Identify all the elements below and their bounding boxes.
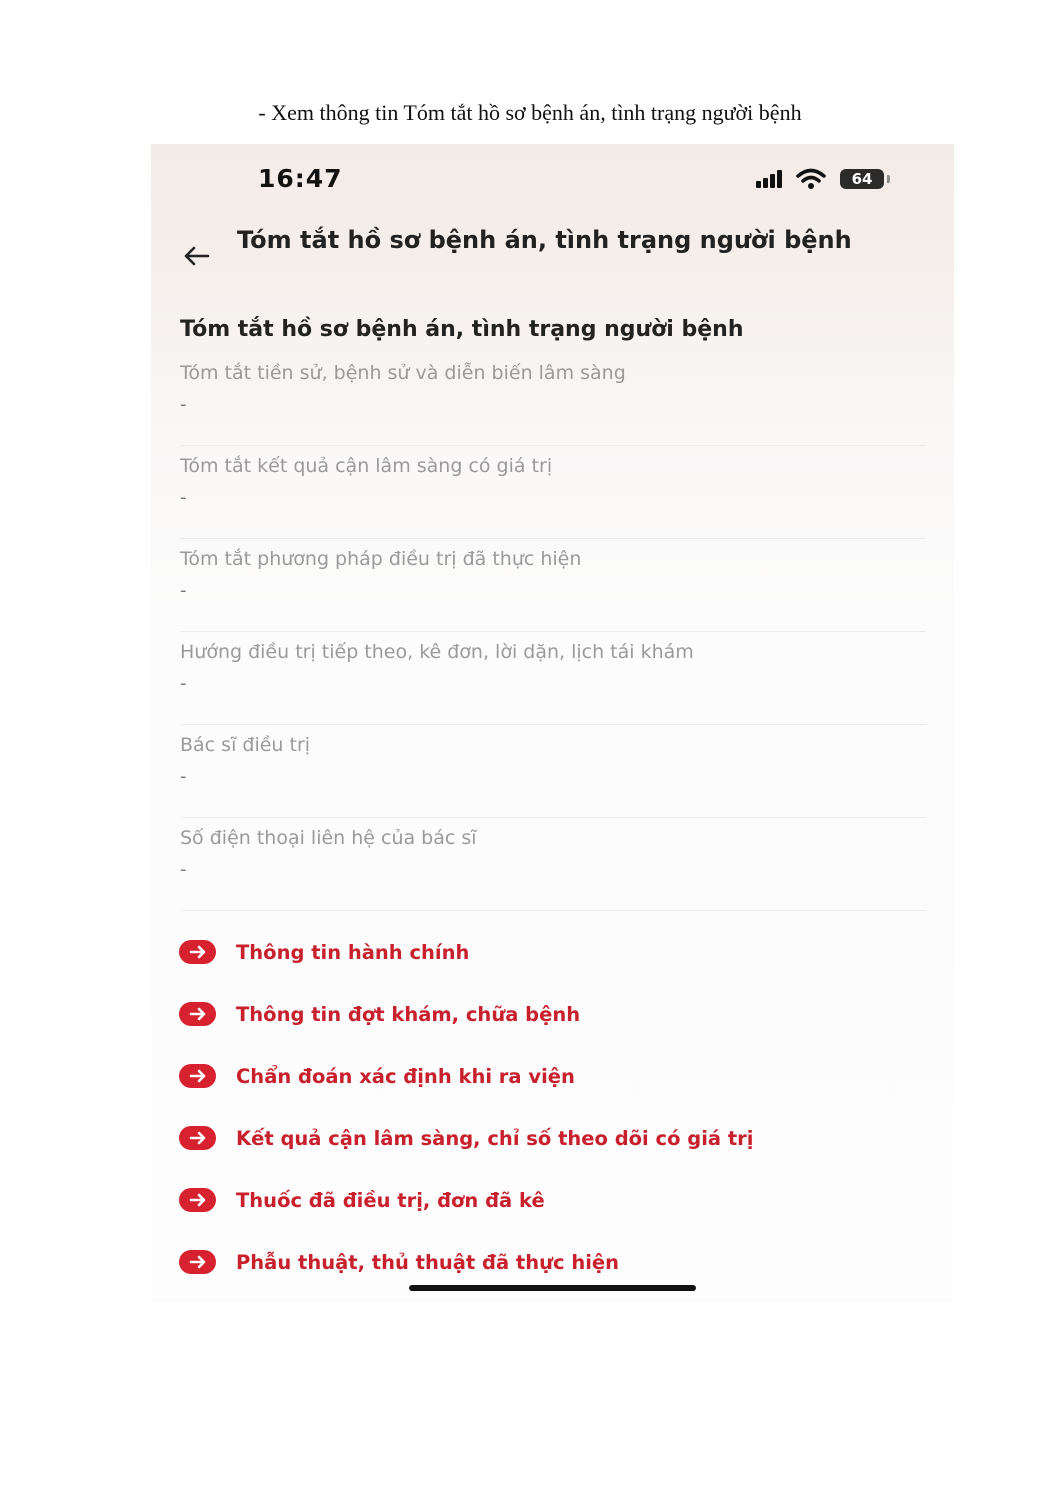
field-lab-results <box>180 447 926 539</box>
field-doctor <box>180 726 926 818</box>
app-header <box>181 226 911 272</box>
link-medications[interactable] <box>179 1169 939 1231</box>
status-icons <box>756 168 884 190</box>
arrow-right-circle-icon <box>179 1002 216 1026</box>
page-title: Tóm tắt hồ sơ bệnh án, tình trạng người bệnh <box>237 226 852 254</box>
phone-screen <box>151 144 954 1302</box>
field-value: - <box>180 487 187 508</box>
wifi-icon <box>796 168 826 190</box>
field-value: - <box>180 673 187 694</box>
field-label: Tóm tắt kết quả cận lâm sàng có giá trị <box>180 455 553 477</box>
link-label: Phẫu thuật, thủ thuật đã thực hiện <box>236 1250 620 1274</box>
arrow-right-circle-icon <box>179 1126 216 1150</box>
home-indicator[interactable] <box>409 1285 696 1291</box>
link-label: Thông tin đợt khám, chữa bệnh <box>236 1002 581 1026</box>
field-label: Số điện thoại liên hệ của bác sĩ <box>180 827 477 849</box>
field-value: - <box>180 766 187 787</box>
field-value: - <box>180 394 187 415</box>
section-title: Tóm tắt hồ sơ bệnh án, tình trạng người bệnh <box>180 317 744 342</box>
field-label: Bác sĩ điều trị <box>180 734 311 756</box>
navigation-links <box>179 921 939 1293</box>
field-doctor-phone <box>180 819 926 911</box>
field-value: - <box>180 859 187 880</box>
field-medical-history <box>180 354 926 446</box>
link-surgeries[interactable] <box>179 1231 939 1293</box>
link-visit-info[interactable] <box>179 983 939 1045</box>
link-discharge-diagnosis[interactable] <box>179 1045 939 1107</box>
arrow-right-circle-icon <box>179 1250 216 1274</box>
battery-icon <box>840 169 884 189</box>
link-label: Kết quả cận lâm sàng, chỉ số theo dõi có giá trị <box>236 1126 754 1150</box>
link-lab-results[interactable] <box>179 1107 939 1169</box>
signal-icon <box>756 170 782 188</box>
link-label: Thuốc đã điều trị, đơn đã kê <box>236 1188 545 1212</box>
document-caption: - Xem thông tin Tóm tắt hồ sơ bệnh án, tình trạng người bệnh <box>258 100 802 125</box>
field-label: Tóm tắt tiền sử, bệnh sử và diễn biến lâm sàng <box>180 362 626 384</box>
arrow-right-circle-icon <box>179 940 216 964</box>
link-label: Thông tin hành chính <box>236 940 470 964</box>
field-treatment-methods <box>180 540 926 632</box>
field-value: - <box>180 580 187 601</box>
arrow-right-circle-icon <box>179 1188 216 1212</box>
summary-fields <box>180 354 926 911</box>
field-label: Tóm tắt phương pháp điều trị đã thực hiện <box>180 548 582 570</box>
field-next-treatment <box>180 633 926 725</box>
link-label: Chẩn đoán xác định khi ra viện <box>236 1064 575 1088</box>
battery-level: 64 <box>851 170 873 188</box>
link-administrative-info[interactable] <box>179 921 939 983</box>
arrow-right-circle-icon <box>179 1064 216 1088</box>
status-time: 16:47 <box>258 164 343 193</box>
arrow-left-icon[interactable] <box>181 240 213 272</box>
field-label: Hướng điều trị tiếp theo, kê đơn, lời dặn, lịch tái khám <box>180 641 694 663</box>
